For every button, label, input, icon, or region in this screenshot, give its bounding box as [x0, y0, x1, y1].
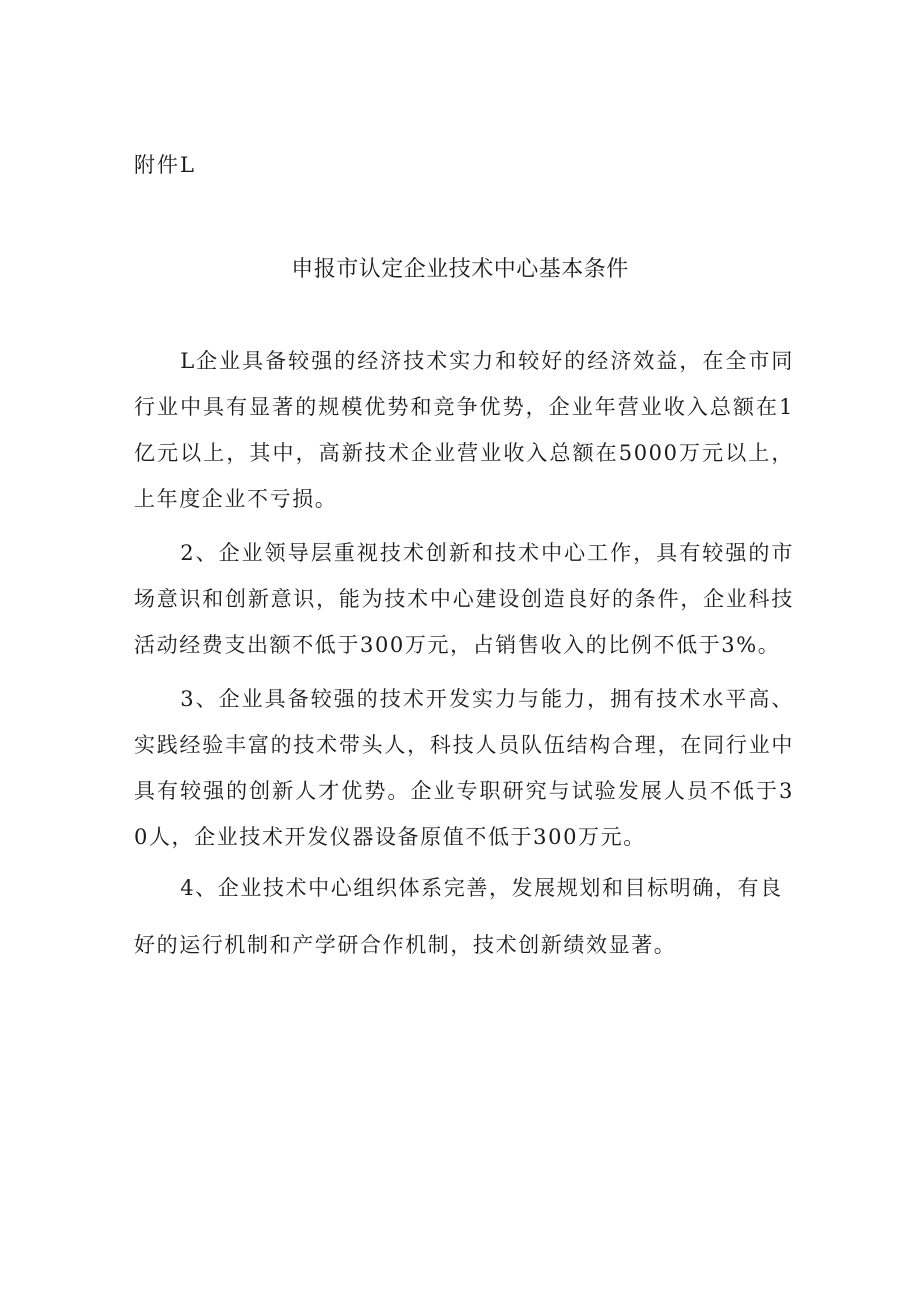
- condition-paragraph-1: [134, 338, 794, 522]
- document-title: 申报市认定企业技术中心基本条件: [291, 257, 629, 282]
- condition-paragraph-4: [134, 865, 794, 911]
- paragraph-text: L企业具备较强的经济技术实力和较好的经济效益，在全市同行业中具有显著的规模优势和竞争优势，企业年营业收入总额在1亿元以上，其中，高新技术企业营业收入总额在5000万元以上，上年度企业不亏损。: [134, 349, 794, 511]
- paragraph-text: 3、企业具备较强的技术开发实力与能力，拥有技术水平高、实践经验丰富的技术带头人，科技人员队伍结构合理，在同行业中具有较强的创新人才优势。企业专职研究与试验发展人员不低于30人，企业技术开发仪器设备原值不低于300万元。: [134, 687, 794, 849]
- condition-paragraph-3: [134, 676, 794, 860]
- paragraph-line-2: 好的运行机制和产学研合作机制，技术创新绩效显著。: [134, 933, 677, 957]
- paragraph-text: 2、企业领导层重视技术创新和技术中心工作，具有较强的市场意识和创新意识，能为技术中心建设创造良好的条件，企业科技活动经费支出额不低于300万元，占销售收入的比例不低于3%。: [134, 541, 794, 657]
- paragraph-line-1: 4、企业技术中心组织体系完善，发展规划和目标明确，有良: [180, 876, 783, 900]
- attachment-label: 附件L: [134, 153, 196, 177]
- condition-paragraph-2: [134, 530, 794, 668]
